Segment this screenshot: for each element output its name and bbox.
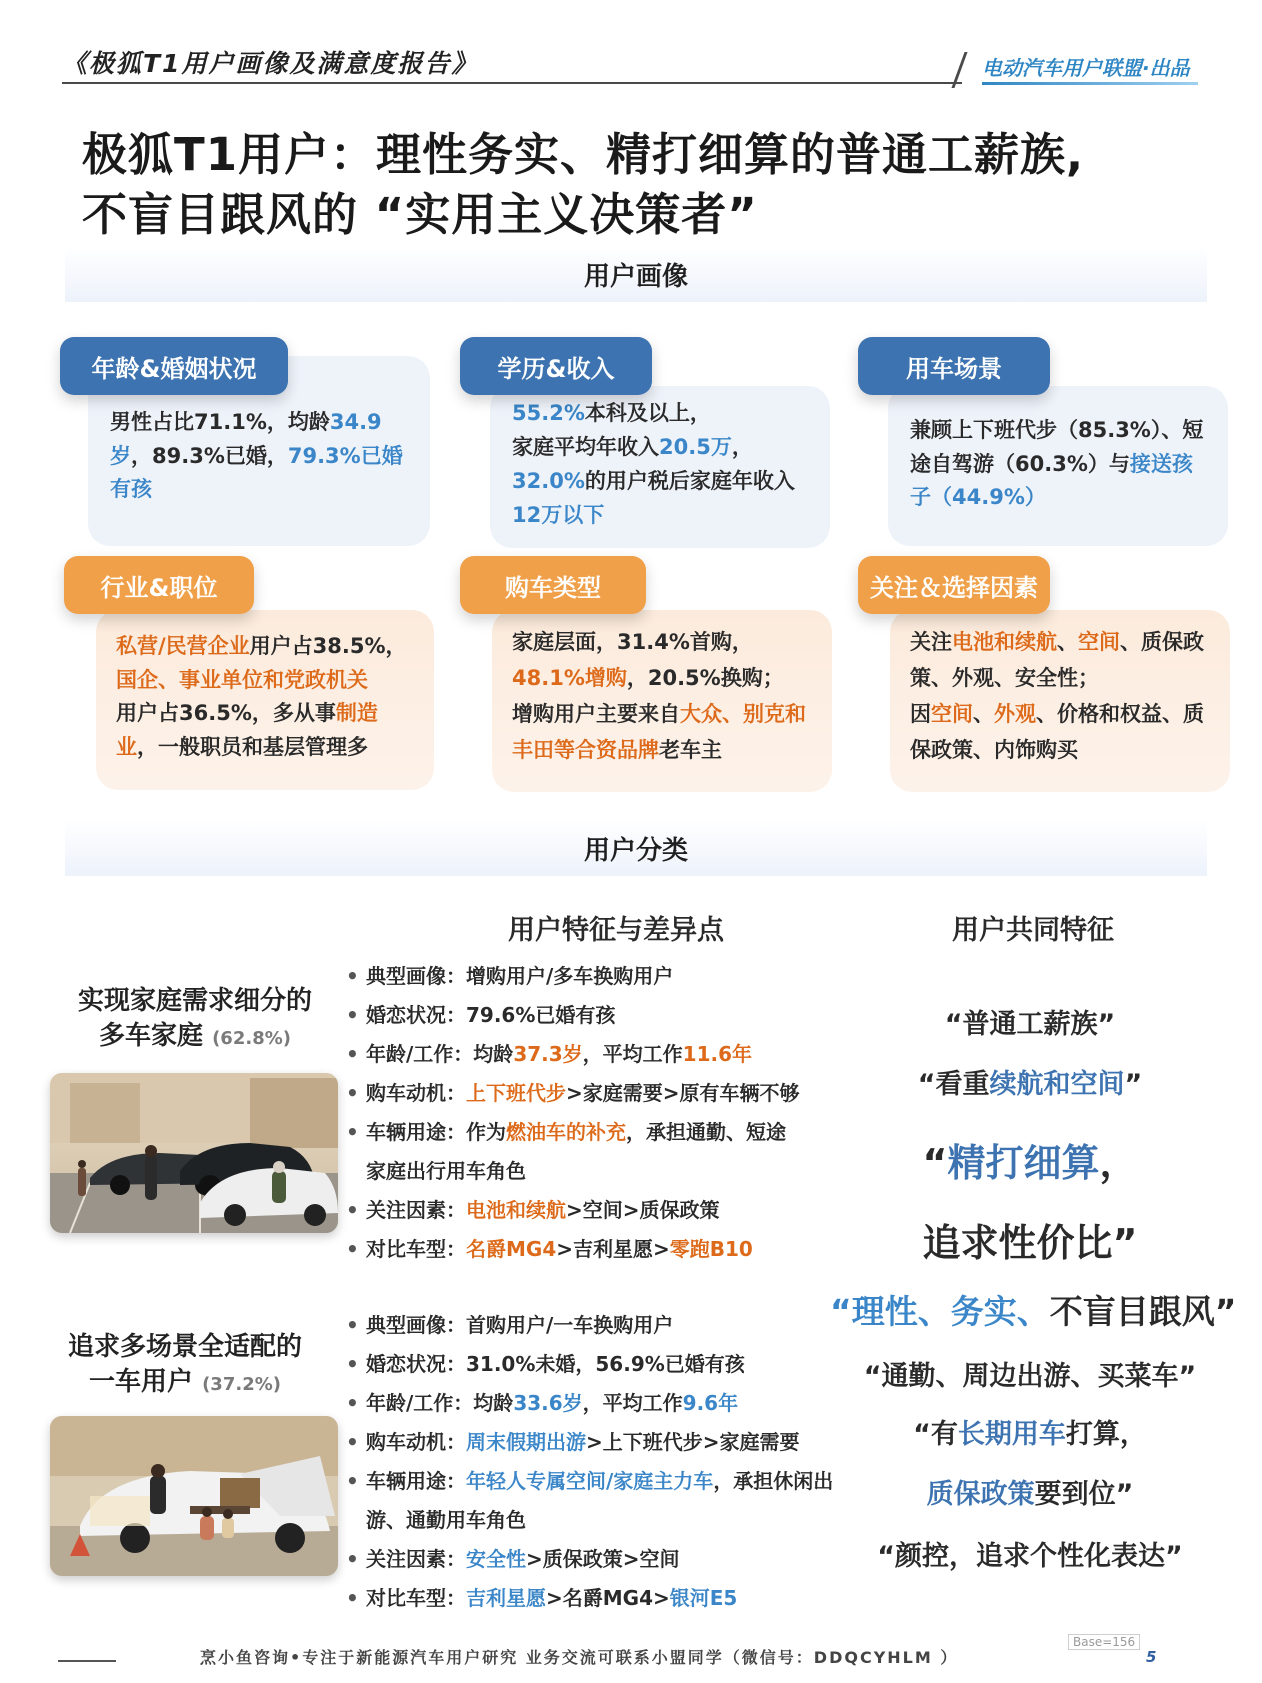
group2-b4-hl: 周末假期出游: [466, 1430, 586, 1454]
common-quote-6: “通勤、周边出游、买菜车”: [863, 1361, 1197, 1392]
group2-b2-text: 婚恋状况：31.0%未婚，56.9%已婚有孩: [366, 1352, 745, 1376]
group-single-car-user-title: [50, 1330, 320, 1400]
factors-text-1: 关注: [910, 630, 952, 654]
edu-text-4: 的用户税后家庭年收入: [584, 469, 795, 494]
edu-text-3: ，: [731, 435, 753, 460]
tag-education-income: 学历&收入: [460, 337, 652, 395]
tag-purchase-type: 购车类型: [460, 556, 646, 614]
group1-b5-hl: 燃油车的补充: [506, 1120, 626, 1144]
group1-feature-compare: • 对比车型： 名爵MG4 >吉利星愿> 零跑B10: [346, 1230, 906, 1269]
common-q3-text1: “: [922, 1141, 948, 1185]
group2-feature-list: [346, 1306, 906, 1618]
group1-b7-hl1: 名爵MG4: [466, 1237, 557, 1261]
factors-highlight-2: 空间: [1078, 630, 1120, 654]
purchase-text-2: ，20.5%换购；: [626, 666, 784, 691]
edu-highlight-2: 20.5万: [659, 435, 732, 460]
group2-b7-hl2: 银河E5: [669, 1586, 738, 1610]
group2-b5-hl: 年轻人专属空间/家庭主力车: [466, 1469, 714, 1493]
group1-b3-text1: 年龄/工作：均龄: [366, 1042, 514, 1066]
factors-text-4: 因: [910, 702, 931, 727]
industry-text-2: 用户占36.5%，多从事: [116, 701, 336, 726]
group2-b3-hl2: 9.6年: [682, 1391, 739, 1415]
tag-industry-position: 行业&职位: [64, 556, 254, 614]
group2-b4-text1: 购车动机：: [366, 1430, 466, 1454]
multi-car-family-photo: [50, 1073, 338, 1233]
common-q5-hl: “理性、务实、: [830, 1292, 1050, 1331]
group2-feature-compare: • 对比车型： 吉利星愿 >名爵MG4> 银河E5: [346, 1579, 906, 1618]
group2-b5-text2: ，承担休闲出: [713, 1469, 834, 1493]
common-quote-5: [830, 1286, 1237, 1333]
common-quote-2: [880, 1062, 1180, 1101]
common-quote-8: [880, 1472, 1180, 1511]
common-quote-4: 追求性价比”: [922, 1221, 1138, 1265]
purchase-text-3: 增购用户主要来自: [512, 702, 680, 727]
age-highlight-2: 79.3%已婚有孩: [110, 443, 403, 502]
industry-highlight-1: 私营/民营企业: [116, 634, 250, 658]
header-divider: [62, 82, 962, 84]
factors-text-3: 、质保政策、外观、安全性；: [910, 630, 1204, 691]
group1-feature-usage-cont: [346, 1152, 906, 1191]
common-q2-text1: “看重: [917, 1069, 990, 1100]
common-q7-hl: 长期用车: [957, 1419, 1066, 1450]
group2-b7-hl1: 吉利星愿: [466, 1586, 546, 1610]
page-number: 5: [1146, 1648, 1157, 1666]
group2-b3-text1: 年龄/工作：均龄: [366, 1391, 514, 1415]
group1-feature-motive: • 购车动机： 上下班代步 >家庭需要>原有车辆不够: [346, 1074, 906, 1113]
factors-text-6: 、价格和权益、质保政策、内饰购买: [910, 702, 1204, 763]
single-car-user-photo: [50, 1416, 338, 1576]
report-title: 《极狐T1用户画像及满意度报告》: [62, 49, 479, 78]
footer-text: 烹小鱼咨询•专注于新能源汽车用户研究 业务交流可联系小盟同学（微信号：DDQCYHLM ）: [200, 1648, 959, 1667]
group1-b5-text3: 家庭出行用车角色: [366, 1159, 526, 1183]
group1-feature-factors: • 关注因素： 电池和续航 >空间>质保政策: [346, 1191, 906, 1230]
group2-feature-marriage: • 婚恋状况：31.0%未婚，56.9%已婚有孩: [346, 1345, 906, 1384]
edu-highlight-4: 12万以下: [512, 503, 605, 528]
group2-title-line1: 追求多场景全适配的: [67, 1332, 302, 1362]
group2-feature-usage: • 车辆用途： 年轻人专属空间/家庭主力车 ，承担休闲出: [346, 1462, 906, 1501]
group1-b7-hl2: 零跑B10: [669, 1237, 753, 1261]
factors-text-5: 、: [973, 702, 994, 727]
group1-feature-usage: • 车辆用途：作为 燃油车的补充 ，承担通勤、短途: [346, 1113, 906, 1152]
industry-highlight-2: 国企、事业单位和党政机关: [116, 667, 368, 692]
edu-highlight-1: 55.2%: [512, 401, 585, 425]
education-income-card: [490, 386, 830, 548]
group2-title-line2: 一车用户: [89, 1367, 194, 1398]
group2-feature-age-work: • 年龄/工作：均龄 33.6岁 ，平均工作 9.6年: [346, 1384, 906, 1423]
group1-b2-text: 婚恋状况：79.6%已婚有孩: [366, 1003, 616, 1027]
group1-b3-hl2: 11.6年: [682, 1042, 753, 1066]
industry-position-card: [96, 610, 434, 790]
common-q2-hl: 续航和空间: [989, 1069, 1125, 1100]
age-text-1: 男性占比71.1%，均龄: [110, 410, 330, 434]
purchase-text-4: 老车主: [659, 738, 722, 763]
footer-divider: [58, 1660, 116, 1662]
common-q8-hl: 质保政策: [926, 1479, 1035, 1510]
section-classification-title: 用户分类: [65, 820, 1207, 876]
common-q8-text: 要到位”: [1034, 1479, 1134, 1510]
tag-usage-scenario: 用车场景: [858, 337, 1050, 395]
group1-b4-text2: >家庭需要>原有车辆不够: [566, 1081, 800, 1105]
headline-line-1: 极狐T1用户：理性务实、精打细算的普通工薪族,: [82, 128, 1085, 181]
group2-b5-text3: 游、通勤用车角色: [366, 1508, 526, 1532]
base-count-label: Base=156: [1068, 1634, 1140, 1650]
group1-b6-text2: >空间>质保政策: [566, 1198, 720, 1222]
common-quote-1: “普通工薪族”: [944, 1009, 1116, 1040]
group2-b7-text2: >名爵MG4>: [546, 1586, 670, 1610]
group2-b7-text1: 对比车型：: [366, 1586, 466, 1610]
column-heading-common: 用户共同特征: [952, 915, 1114, 946]
family-picnic-illustration: [50, 1416, 338, 1576]
common-quote-3: [880, 1132, 1180, 1187]
group1-feature-marriage: • 婚恋状况：79.6%已婚有孩: [346, 996, 906, 1035]
scenario-highlight-1: 接送孩子（44.9%）: [910, 451, 1193, 510]
group2-b6-hl: 安全性: [466, 1547, 526, 1571]
common-quote-7: [880, 1412, 1180, 1451]
common-q7-text2: 打算，: [1065, 1419, 1147, 1450]
group1-b1-text: 典型画像：增购用户/多车换购用户: [366, 964, 674, 988]
group2-percentage: (37.2%): [202, 1374, 281, 1396]
publisher-label: 电动汽车用户联盟·出品: [982, 56, 1190, 80]
group1-percentage: (62.8%): [212, 1028, 291, 1050]
group2-feature-motive: • 购车动机： 周末假期出游 >上下班代步>家庭需要: [346, 1423, 906, 1462]
industry-highlight-3: 制造业: [116, 701, 378, 759]
group1-feature-list: [346, 957, 906, 1269]
group1-feature-age-work: • 年龄/工作：均龄 37.3岁 ，平均工作 11.6年: [346, 1035, 906, 1074]
group-multi-car-family-title: [60, 984, 330, 1054]
group2-feature-usage-cont: [346, 1501, 906, 1540]
column-heading-features: 用户特征与差异点: [508, 915, 724, 946]
group1-title-line2: 多车家庭: [99, 1021, 204, 1052]
purchase-highlight-2: 大众、别克和丰田等合资品牌: [512, 702, 806, 763]
publisher-underline: [982, 82, 1198, 85]
group2-b3-text2: ，平均工作: [582, 1391, 683, 1415]
common-q5-text: 不盲目跟风”: [1049, 1292, 1237, 1331]
group1-title-line1: 实现家庭需求细分的: [77, 986, 312, 1016]
factors-text-2: 、: [1057, 630, 1078, 654]
common-q3-text2: ，: [1099, 1141, 1138, 1185]
group1-b6-text1: 关注因素：: [366, 1198, 466, 1222]
edu-text-2: 家庭平均年收入: [512, 435, 659, 460]
common-q2-text2: ”: [1124, 1069, 1143, 1100]
group1-b5-text2: ，承担通勤、短途: [626, 1120, 786, 1144]
factors-card: [890, 610, 1230, 792]
edu-highlight-3: 32.0%: [512, 469, 585, 494]
group1-b5-text1: 车辆用途：作为: [366, 1120, 506, 1144]
tag-factors: 关注＆选择因素: [858, 556, 1050, 614]
group2-b6-text2: >质保政策>空间: [526, 1547, 680, 1571]
group2-b3-hl1: 33.6岁: [513, 1391, 583, 1415]
industry-text-1: 用户占38.5%，: [249, 634, 407, 658]
tag-age-marriage: 年龄&婚姻状况: [60, 337, 288, 395]
group2-b1-text: 典型画像：首购用户/一车换购用户: [366, 1313, 674, 1337]
group1-feature-portrait: • 典型画像：增购用户/多车换购用户: [346, 957, 906, 996]
section-portrait-title: 用户画像: [65, 246, 1207, 302]
common-q3-hl: 精打细算: [947, 1141, 1100, 1185]
common-q7-text1: “有: [913, 1419, 958, 1450]
family-cars-illustration: [50, 1073, 338, 1233]
industry-text-3: ，一般职员和基层管理多: [137, 734, 368, 759]
factors-highlight-4: 外观: [994, 702, 1036, 727]
edu-text-1: 本科及以上，: [584, 401, 711, 425]
group1-b3-hl1: 37.3岁: [513, 1042, 583, 1066]
group2-b6-text1: 关注因素：: [366, 1547, 466, 1571]
scenario-text-1: 兼顾上下班代步（85.3%）、短途自驾游（60.3%）与: [910, 418, 1204, 476]
group1-b7-text2: >吉利星愿>: [556, 1237, 670, 1261]
age-text-2: ，89.3%已婚，: [131, 443, 288, 468]
group2-feature-factors: • 关注因素： 安全性 >质保政策>空间: [346, 1540, 906, 1579]
purchase-highlight-1: 48.1%增购: [512, 666, 627, 691]
group1-b3-text2: ，平均工作: [582, 1042, 683, 1066]
purchase-type-card: [492, 610, 832, 792]
age-highlight-1: 34.9岁: [110, 410, 382, 468]
purchase-text-1: 家庭层面，31.4%首购，: [512, 630, 753, 654]
group2-feature-portrait: • 典型画像：首购用户/一车换购用户: [346, 1306, 906, 1345]
factors-highlight-3: 空间: [931, 702, 973, 727]
group2-b5-text1: 车辆用途：: [366, 1469, 466, 1493]
headline-line-2: 不盲目跟风的 “实用主义决策者”: [82, 188, 758, 241]
factors-highlight-1: 电池和续航: [952, 630, 1057, 654]
group1-b4-text1: 购车动机：: [366, 1081, 466, 1105]
group1-b6-hl: 电池和续航: [466, 1198, 566, 1222]
usage-scenario-card: [888, 386, 1228, 546]
group1-b7-text1: 对比车型：: [366, 1237, 466, 1261]
group1-b4-hl: 上下班代步: [466, 1081, 566, 1105]
common-quote-9: “颜控，追求个性化表达”: [877, 1541, 1183, 1572]
group2-b4-text2: >上下班代步>家庭需要: [586, 1430, 800, 1454]
